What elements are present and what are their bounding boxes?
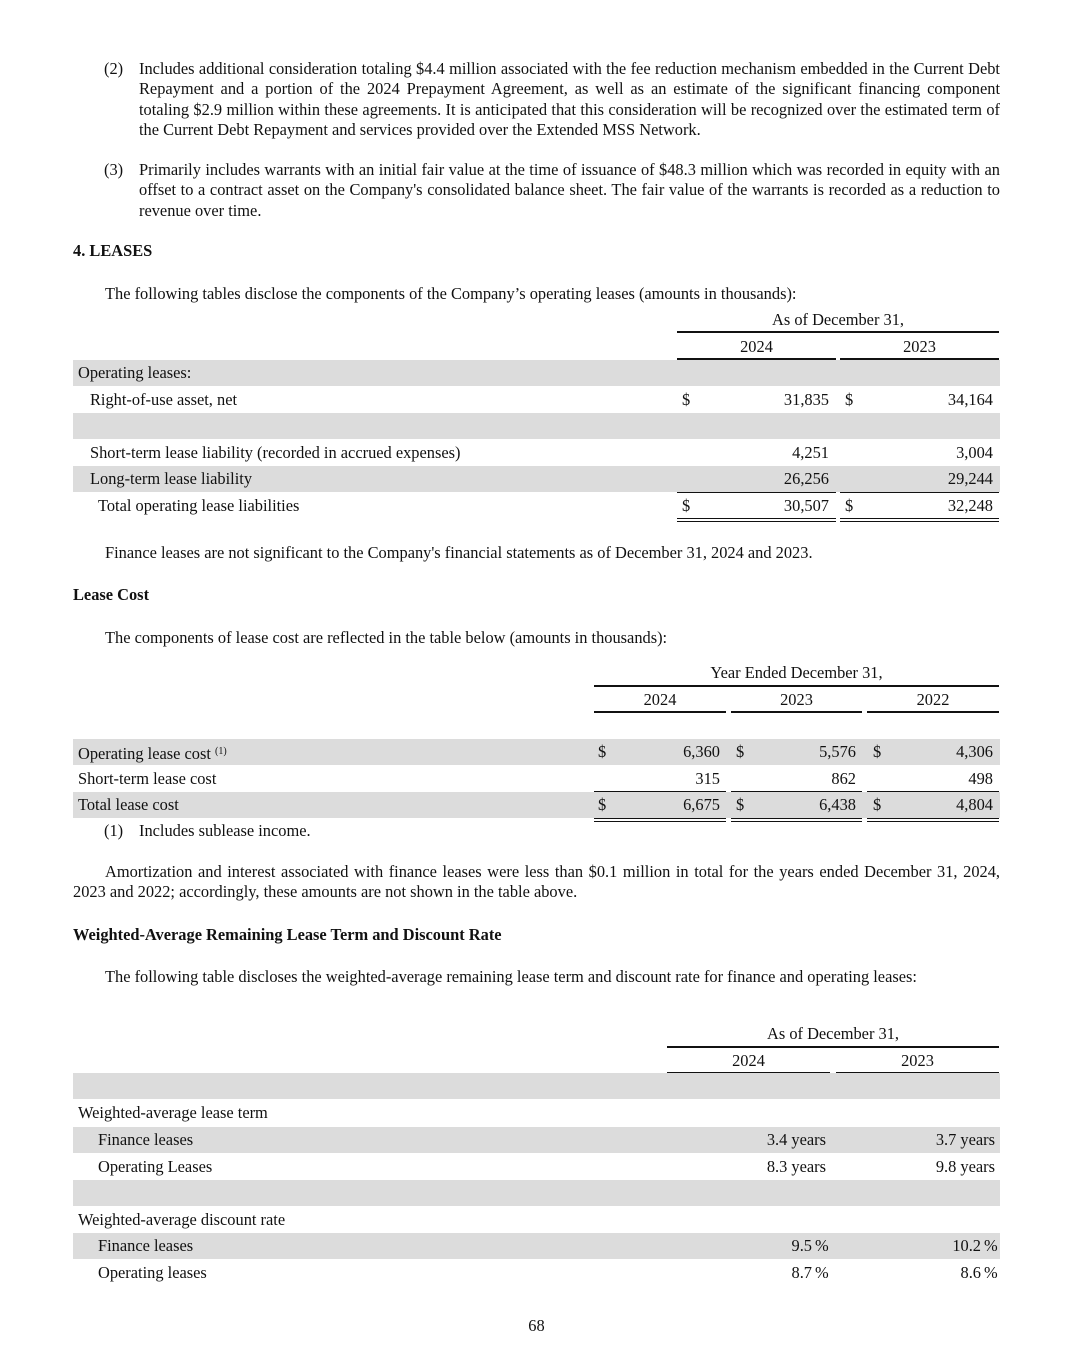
year-header: 2024 <box>643 690 677 709</box>
value-2024: 31,835 <box>783 390 829 409</box>
value-2024: 8.3 years <box>766 1157 826 1176</box>
value-2024: 6,360 <box>683 742 720 761</box>
finance-note: Finance leases are not significant to the Company's financial statements as of December 31, 2024 and 2023. <box>105 543 813 562</box>
value-2022: 4,306 <box>956 742 993 761</box>
year-header: 2023 <box>903 337 936 356</box>
value-2023: 862 <box>831 769 856 788</box>
value-2024: 4,251 <box>792 443 829 462</box>
row-label: Operating leases <box>98 1263 207 1282</box>
value-2024: 9.5 <box>791 1236 812 1255</box>
row-label: Total operating lease liabilities <box>98 496 300 515</box>
value-2023: 6,438 <box>819 795 856 814</box>
currency-symbol: $ <box>598 742 607 761</box>
row-label: Total lease cost <box>78 795 179 814</box>
weighted-average-title: Weighted-Average Remaining Lease Term and Discount Rate <box>73 925 502 944</box>
footnote-number: (3) <box>104 160 124 179</box>
row-label: Short-term lease liability (recorded in accrued expenses) <box>90 443 461 462</box>
currency-symbol: $ <box>736 795 745 814</box>
year-header: 2023 <box>901 1051 934 1070</box>
row-label: Right-of-use asset, net <box>90 390 238 409</box>
percent-sign: % <box>815 1263 829 1282</box>
table-header: As of December 31, <box>767 1024 899 1043</box>
currency-symbol: $ <box>682 496 691 515</box>
row-label: Operating lease cost $^{(1)}$ <box>78 744 227 763</box>
row-label: Finance leases <box>98 1236 194 1255</box>
value-2023: 8.6 <box>960 1263 981 1282</box>
value-2023: 10.2 <box>952 1236 981 1255</box>
year-header: 2024 <box>732 1051 765 1070</box>
value-2023: 9.8 years <box>935 1157 995 1176</box>
value-2024: 315 <box>695 769 720 788</box>
lease-cost-title: Lease Cost <box>73 585 150 604</box>
footnote-text: Includes sublease income. <box>139 821 311 840</box>
currency-symbol: $ <box>845 496 854 515</box>
section-title: 4. LEASES <box>73 241 153 260</box>
value-2022: 4,804 <box>956 795 993 814</box>
table-header: As of December 31, <box>772 310 904 329</box>
year-header: 2023 <box>780 690 813 709</box>
row-label: Short-term lease cost <box>78 769 217 788</box>
year-header: 2022 <box>916 690 950 709</box>
footnote-text: Includes additional consideration totaling $4.4 million associated with the fee reduction mechanism embedded in the Current Debt Repayment and a portion of the 2024 Prepayment Agreement, as well as an estimate of the significant financing component totaling $2.9 million within these agreements. It is anticipated that this consideration will be recognized over the estimated term of the Current Debt Repayment and services provided over the Extended MSS Network. <box>139 59 1000 140</box>
currency-symbol: $ <box>682 390 691 409</box>
group-label: Operating leases: <box>78 363 192 382</box>
value-2024: 3.4 years <box>766 1130 826 1149</box>
row-label: Long-term lease liability <box>90 469 253 488</box>
currency-symbol: $ <box>736 742 745 761</box>
percent-sign: % <box>984 1236 998 1255</box>
value-2024: 6,675 <box>683 795 720 814</box>
lease-cost-intro: The components of lease cost are reflected in the table below (amounts in thousands): <box>105 628 668 647</box>
value-2024: 30,507 <box>783 496 829 515</box>
intro-paragraph: The following tables disclose the components of the Company’s operating leases (amounts in thousands): <box>105 284 797 303</box>
percent-sign: % <box>984 1263 998 1282</box>
value-2023: 34,164 <box>947 390 993 409</box>
currency-symbol: $ <box>873 742 882 761</box>
row-label: Operating Leases <box>98 1157 213 1176</box>
group-label: Weighted-average discount rate <box>78 1210 286 1229</box>
value-2023: 32,248 <box>947 496 993 515</box>
value-2023: 3.7 years <box>935 1130 995 1149</box>
currency-symbol: $ <box>598 795 607 814</box>
group-label: Weighted-average lease term <box>78 1103 268 1122</box>
footnote-number: (1) <box>104 821 124 840</box>
percent-sign: % <box>815 1236 829 1255</box>
value-2023: 3,004 <box>956 443 993 462</box>
value-2023: 29,244 <box>947 469 993 488</box>
amortization-note: Amortization and interest associated with finance leases were less than $0.1 million in total for the years ended December 31, 2024, 2023 and 2022; accordingly, these amounts are not shown in the table above. <box>73 862 1000 902</box>
footnote-text: Primarily includes warrants with an initial fair value at the time of issuance of $48.3 million which was recorded in equity with an offset to a contract asset on the Company's consolidated balance sheet. The fair value of the warrants is recorded as a reduction to revenue over time. <box>139 160 1000 220</box>
footnote-number: (2) <box>104 59 124 78</box>
year-header: 2024 <box>740 337 773 356</box>
weighted-average-intro: The following table discloses the weighted-average remaining lease term and discount rate for finance and operating leases: <box>105 967 917 986</box>
page-number: 68 <box>528 1316 545 1335</box>
value-2022: 498 <box>968 769 993 788</box>
value-2024: 26,256 <box>783 469 829 488</box>
value-2023: 5,576 <box>819 742 856 761</box>
currency-symbol: $ <box>873 795 882 814</box>
value-2024: 8.7 <box>791 1263 812 1282</box>
currency-symbol: $ <box>845 390 854 409</box>
footnote-marker: (1) <box>215 746 227 757</box>
row-label: Finance leases <box>98 1130 194 1149</box>
table-header: Year Ended December 31, <box>710 663 883 682</box>
